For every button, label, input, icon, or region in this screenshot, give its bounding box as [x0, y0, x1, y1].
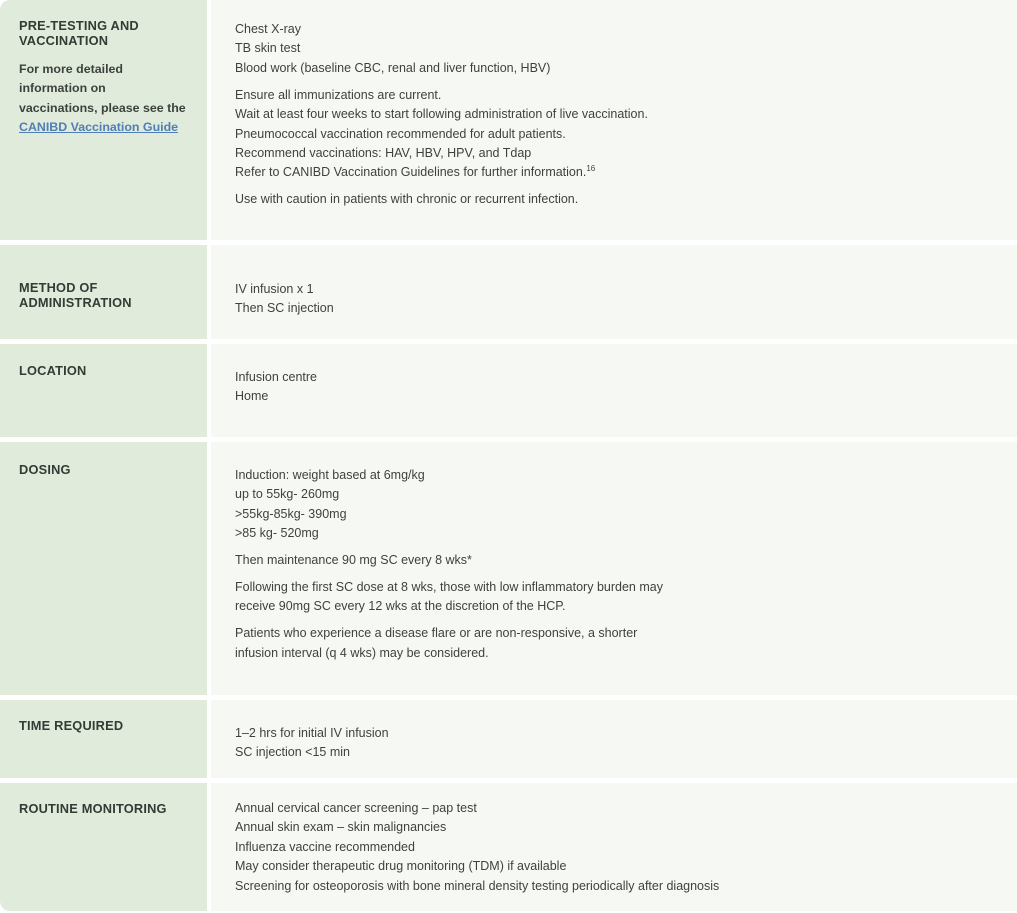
- text-line: Recommend vaccinations: HAV, HBV, HPV, and Tdap: [235, 145, 532, 160]
- text-line: >55kg-85kg- 390mg: [235, 506, 347, 521]
- row-label: DOSING: [19, 462, 71, 477]
- text-line: Use with caution in patients with chronic or recurrent infection.: [235, 192, 579, 207]
- text-line: >85 kg- 520mg: [235, 526, 319, 541]
- text-line: Annual cervical cancer screening – pap test: [235, 801, 477, 815]
- text-line: Patients who experience a disease flare or are non-responsive, a shorter: [235, 626, 638, 641]
- row-time-required: [0, 700, 1017, 778]
- row-label: METHOD OF ADMINISTRATION: [19, 280, 132, 310]
- text-line: Annual skin exam – skin malignancies: [235, 820, 447, 835]
- reference-text: Refer to CANIBD Vaccination Guidelines for further information.: [235, 165, 587, 180]
- label-cell-method: [0, 245, 207, 339]
- text-line: Influenza vaccine recommended: [235, 839, 415, 854]
- content-cell-monitoring: [211, 783, 1017, 911]
- text-line: TB skin test: [235, 41, 301, 56]
- row-pre-testing: [0, 0, 1017, 240]
- text-line: Blood work (baseline CBC, renal and liver function, HBV): [235, 60, 551, 75]
- label-cell-pre-testing: [0, 0, 207, 240]
- row-location: [0, 344, 1017, 437]
- content-cell-dosing: [211, 442, 1017, 695]
- paragraph: [235, 799, 1017, 896]
- paragraph: [235, 20, 1017, 78]
- row-label: TIME REQUIRED: [19, 718, 124, 733]
- paragraph: [235, 578, 1017, 617]
- content-cell-time: [211, 700, 1017, 778]
- paragraph: [235, 624, 1017, 663]
- paragraph: [235, 190, 1017, 209]
- content-cell-location: [211, 344, 1017, 437]
- text-line: May consider therapeutic drug monitoring (TDM) if available: [235, 859, 567, 874]
- text-line: Chest X-ray: [235, 22, 301, 36]
- text-line: Then SC injection: [235, 301, 334, 316]
- label-cell-dosing: [0, 442, 207, 695]
- text-line: Screening for osteoporosis with bone mineral density testing periodically after diagnosis: [235, 878, 720, 893]
- paragraph: [235, 724, 1017, 763]
- paragraph: [235, 280, 1017, 319]
- text-line: [235, 163, 1017, 182]
- paragraph: [235, 466, 1017, 544]
- content-cell-method: [211, 245, 1017, 339]
- label-cell-time: [0, 700, 207, 778]
- text-line: Home: [235, 389, 269, 404]
- content-cell-pre-testing: [211, 0, 1017, 240]
- row-method-of-administration: [0, 245, 1017, 339]
- text-line: Pneumococcal vaccination recommended for adult patients.: [235, 126, 566, 141]
- text-line: up to 55kg- 260mg: [235, 487, 340, 502]
- label-cell-monitoring: [0, 783, 207, 911]
- canibd-vaccination-guide-link[interactable]: CANIBD Vaccination Guide: [19, 119, 179, 134]
- paragraph: [235, 86, 1017, 183]
- vaccination-note: [19, 60, 195, 137]
- reference-superscript: 16: [586, 164, 596, 174]
- text-line: Ensure all immunizations are current.: [235, 87, 442, 102]
- row-routine-monitoring: [0, 783, 1017, 911]
- text-line: Infusion centre: [235, 370, 317, 384]
- paragraph: [235, 368, 1017, 407]
- text-line: 1–2 hrs for initial IV infusion: [235, 726, 389, 740]
- paragraph: [235, 551, 1017, 570]
- row-label: ROUTINE MONITORING: [19, 801, 167, 816]
- row-label: LOCATION: [19, 363, 87, 378]
- row-dosing: [0, 442, 1017, 695]
- label-cell-location: [0, 344, 207, 437]
- text-line: infusion interval (q 4 wks) may be considered.: [235, 645, 489, 660]
- note-line: vaccinations, please see the: [19, 100, 186, 115]
- text-line: SC injection <15 min: [235, 745, 350, 760]
- text-line: IV infusion x 1: [235, 282, 314, 296]
- note-line: For more detailed: [19, 62, 123, 76]
- text-line: receive 90mg SC every 12 wks at the discretion of the HCP.: [235, 599, 566, 614]
- row-label: PRE-TESTING AND VACCINATION: [19, 18, 139, 48]
- text-line: Wait at least four weeks to start following administration of live vaccination.: [235, 107, 648, 122]
- text-line: Then maintenance 90 mg SC every 8 wks*: [235, 553, 472, 568]
- text-line: Induction: weight based at 6mg/kg: [235, 468, 425, 482]
- text-line: Following the first SC dose at 8 wks, those with low inflammatory burden may: [235, 580, 663, 595]
- note-line: information on: [19, 81, 106, 96]
